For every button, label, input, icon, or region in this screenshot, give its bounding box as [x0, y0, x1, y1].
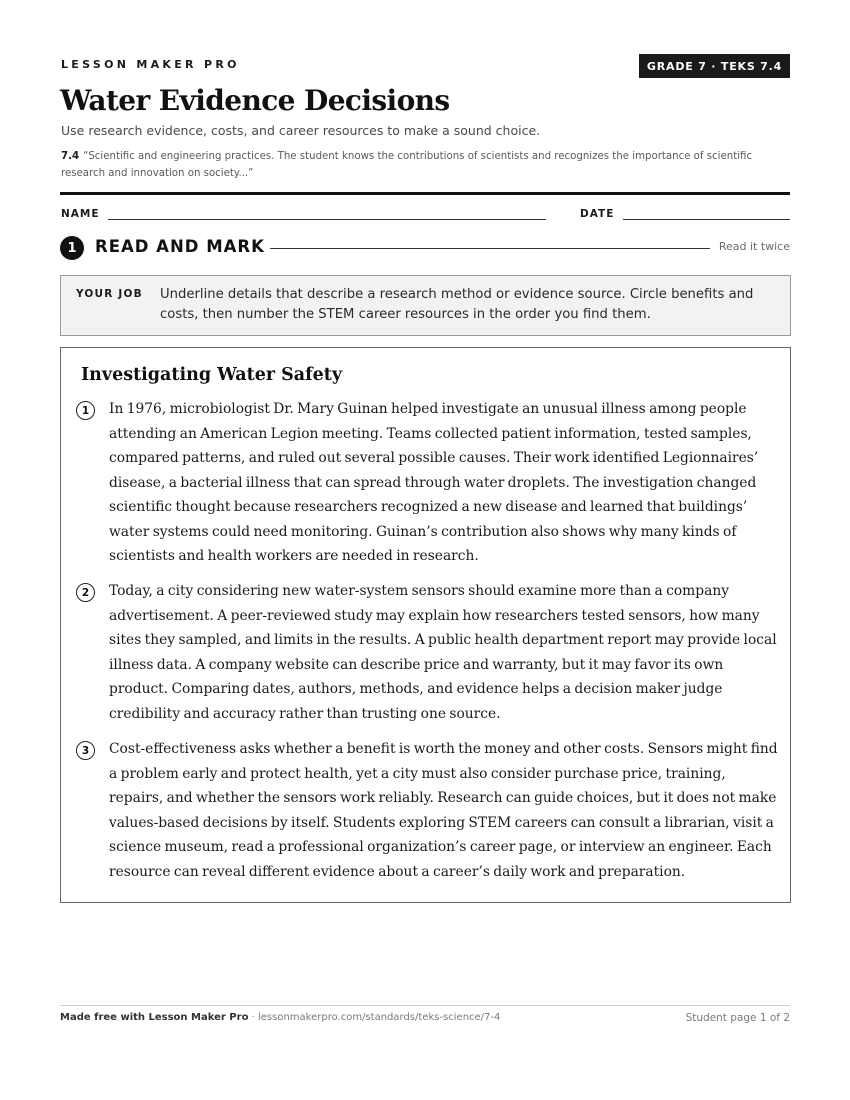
your-job-label: YOUR JOB — [76, 288, 143, 300]
name-field[interactable] — [108, 219, 546, 220]
reading-passage — [60, 347, 791, 903]
reading-title: Investigating Water Safety — [81, 365, 343, 385]
page-title: Water Evidence Decisions — [60, 84, 450, 117]
name-label: NAME — [61, 208, 100, 220]
section-divider — [270, 248, 710, 249]
paragraph-1: In 1976, microbiologist Dr. Mary Guinan helped investigate an unusual illness among people attending an American Legion meeting. Teams collected patient information, tested samples, compared patterns, and ruled out several possible causes. Their work identified Legionnaires’ disease, a bacterial illness that can spread through water droplets. The investigation changed scientific thought because researchers recognized a new disease and learned that buildings’ water systems could need monitoring. Guinan’s contribution also shows why many kinds of scientists and health workers are needed in research. — [109, 401, 759, 564]
page-subtitle: Use research evidence, costs, and career resources to make a sound choice. — [61, 123, 541, 138]
footer-credit — [60, 1012, 500, 1023]
your-job-text: Underline details that describe a research method or evidence source. Circle benefits and costs, then number the STEM career resources in the order you find them. — [160, 287, 754, 322]
standard-text: “Scientific and engineering practices. The student knows the contributions of scientists and recognizes the importance of scientific research and innovation on society...” — [61, 151, 753, 179]
footer-made-with: Made free with Lesson Maker Pro — [60, 1012, 249, 1023]
header-divider — [60, 192, 790, 195]
section-note: Read it twice — [718, 240, 790, 253]
page-indicator: Student page 1 of 2 — [685, 1012, 790, 1024]
paragraph-3: Cost-effectiveness asks whether a benefit is worth the money and other costs. Sensors might find a problem early and protect health, yet a city must also consider purchase price, training, repairs, and whether the sensors work reliably. Research can guide choices, but it does not make values-based decisions by itself. Students exploring STEM careers can consult a librarian, visit a science museum, read a professional organization’s career page, or interview an engineer. Each resource can reveal different evidence about a career’s daily work and preparation. — [109, 741, 778, 880]
paragraph-2: Today, a city considering new water-system sensors should examine more than a company advertisement. A peer-reviewed study may explain how researchers tested sensors, how many sites they sampled, and limits in the results. A public health department report may provide local illness data. A company website can describe price and warranty, but it may favor its own product. Comparing dates, authors, methods, and evidence helps a decision maker judge credibility and accuracy rather than trusting one source. — [109, 583, 777, 722]
standard-code: 7.4 — [61, 151, 80, 162]
footer-divider — [60, 1005, 790, 1006]
standard-statement — [61, 148, 791, 182]
brand-name: LESSON MAKER PRO — [61, 58, 240, 71]
paragraph-number-2: 2 — [76, 583, 95, 602]
footer-url: · lessonmakerpro.com/standards/teks-science/7-4 — [248, 1012, 501, 1023]
date-field[interactable] — [623, 219, 790, 220]
grade-badge: GRADE 7 · TEKS 7.4 — [639, 54, 790, 78]
paragraph-number-3: 3 — [76, 741, 95, 760]
paragraph-number-1: 1 — [76, 401, 95, 420]
section-title: READ AND MARK — [95, 237, 265, 256]
your-job-box — [60, 275, 791, 336]
date-label: DATE — [580, 208, 615, 220]
section-number-badge: 1 — [60, 236, 84, 260]
